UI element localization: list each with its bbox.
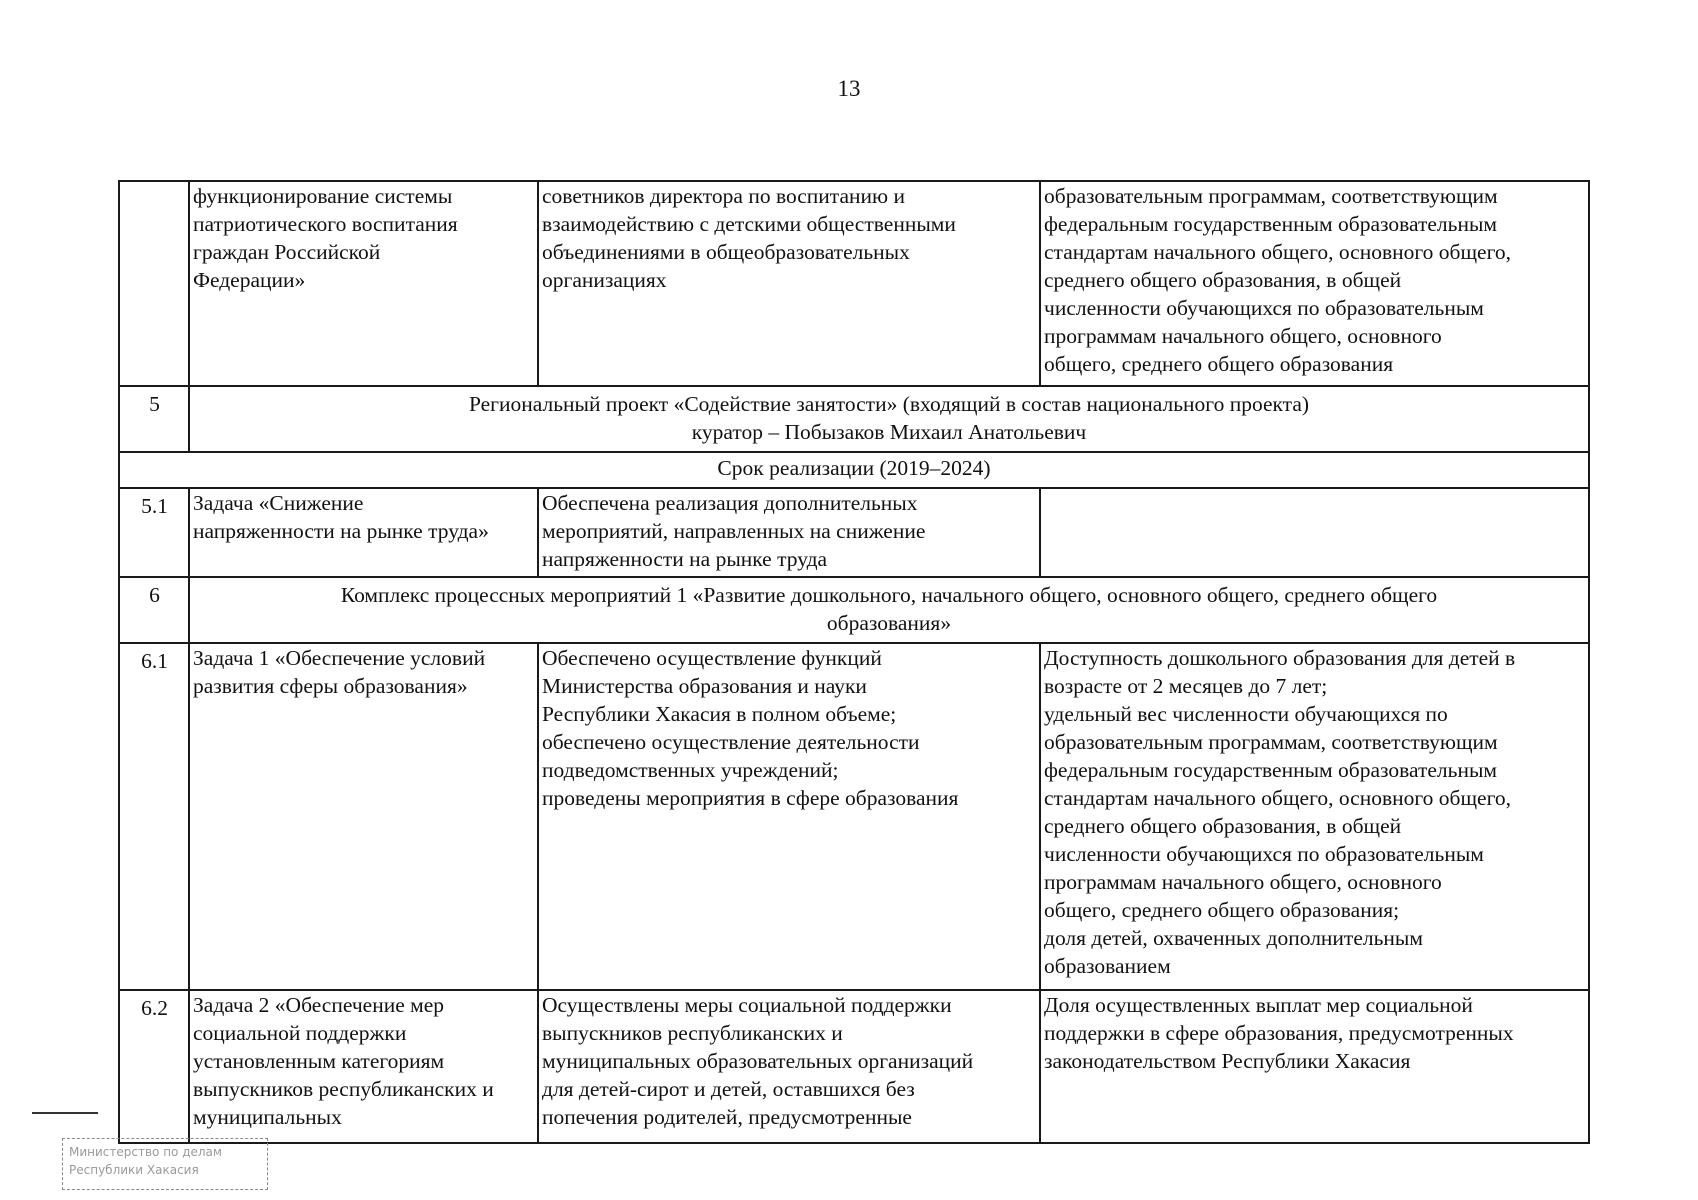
- text-line: развития сферы образования»: [193, 674, 468, 698]
- row-number: [119, 181, 189, 386]
- row-number: 6.2: [119, 990, 189, 1143]
- table-row-6-1: [119, 643, 1589, 990]
- task-cell: [189, 990, 538, 1143]
- text-line: численности обучающихся по образовательным: [1044, 296, 1484, 320]
- text-line: для детей-сирот и детей, оставшихся без: [542, 1077, 915, 1101]
- section-header-process-complex: [189, 577, 1589, 643]
- result-cell: [538, 488, 1040, 577]
- result-cell: [538, 181, 1040, 386]
- text-line: стандартам начального общего, основного общего,: [1044, 786, 1511, 810]
- text-line: среднего общего образования, в общей: [1044, 814, 1402, 838]
- table-row-6: [119, 577, 1589, 643]
- text-line: общего, среднего общего образования;: [1044, 898, 1400, 922]
- task-cell: [189, 488, 538, 577]
- text-line: Доступность дошкольного образования для детей в: [1044, 646, 1516, 670]
- text-line: граждан Российской: [193, 240, 381, 264]
- text-line: Обеспечено осуществление функций: [542, 646, 882, 670]
- indicator-cell: [1040, 990, 1589, 1143]
- text-line: Министерства образования и науки: [542, 674, 867, 698]
- activities-table: [118, 180, 1590, 1144]
- text-line: Региональный проект «Содействие занятости» (входящий в состав национального проекта): [468, 392, 1310, 416]
- text-line: функционирование системы: [193, 184, 453, 208]
- text-line: выпускников республиканских и: [193, 1077, 494, 1101]
- text-line: Республики Хакасия: [69, 1163, 199, 1177]
- table-row-continued: [119, 181, 1589, 386]
- text-line: Задача 1 «Обеспечение условий: [193, 646, 486, 670]
- text-line: удельный вес численности обучающихся по: [1044, 702, 1448, 726]
- text-line: советников директора по воспитанию и: [542, 184, 905, 208]
- text-line: Республики Хакасия в полном объеме;: [542, 702, 897, 726]
- text-line: подведомственных учреждений;: [542, 758, 839, 782]
- section-header-regional-project: [189, 386, 1589, 452]
- text-line: Задача 2 «Обеспечение мер: [193, 993, 445, 1017]
- table-row-5: [119, 386, 1589, 452]
- result-cell: [538, 643, 1040, 990]
- text-line: поддержки в сфере образования, предусмотренных: [1044, 1021, 1514, 1045]
- text-line: установленным категориям: [193, 1049, 445, 1073]
- text-line: программам начального общего, основного: [1044, 324, 1442, 348]
- text-line: попечения родителей, предусмотренные: [542, 1105, 912, 1129]
- implementation-term: Срок реализации (2019–2024): [119, 452, 1589, 488]
- text-line: взаимодействию с детскими общественными: [542, 212, 956, 236]
- text-line: образования»: [826, 611, 952, 635]
- text-line: законодательством Республики Хакасия: [1044, 1049, 1411, 1073]
- table-row-term: [119, 452, 1589, 488]
- text-line: федеральным государственным образовательным: [1044, 758, 1498, 782]
- row-number: 5: [119, 386, 189, 452]
- indicator-cell: [1040, 181, 1589, 386]
- text-line: образовательным программам, соответствующим: [1044, 730, 1498, 754]
- text-line: объединениями в общеобразовательных: [542, 240, 910, 264]
- text-line: численности обучающихся по образовательным: [1044, 842, 1484, 866]
- text-line: обеспечено осуществление деятельности: [542, 730, 920, 754]
- text-line: Обеспечена реализация дополнительных: [542, 491, 918, 515]
- text-line: муниципальных: [193, 1105, 342, 1129]
- task-cell: [189, 181, 538, 386]
- text-line: напряженности на рынке труда»: [193, 519, 489, 543]
- row-number: 5.1: [119, 488, 189, 577]
- text-line: напряженности на рынке труда: [542, 547, 828, 571]
- text-line: федеральным государственным образовательным: [1044, 212, 1498, 236]
- text-line: Комплекс процессных мероприятий 1 «Развитие дошкольного, начального общего, основного общего, среднего общего: [340, 583, 1438, 607]
- text-line: организациях: [542, 268, 667, 292]
- text-line: стандартам начального общего, основного общего,: [1044, 240, 1511, 264]
- text-line: доля детей, охваченных дополнительным: [1044, 926, 1423, 950]
- text-line: патриотического воспитания: [193, 212, 458, 236]
- text-line: муниципальных образовательных организаций: [542, 1049, 974, 1073]
- task-cell: [189, 643, 538, 990]
- text-line: образовательным программам, соответствующим: [1044, 184, 1498, 208]
- table-row-5-1: [119, 488, 1589, 577]
- indicator-cell: [1040, 488, 1589, 577]
- page-number: 13: [837, 76, 861, 101]
- text-line: Задача «Снижение: [193, 491, 364, 515]
- text-line: возрасте от 2 месяцев до 7 лет;: [1044, 674, 1328, 698]
- text-line: выпускников республиканских и: [542, 1021, 843, 1045]
- text-line: социальной поддержки: [193, 1021, 407, 1045]
- text-line: проведены мероприятия в сфере образования: [542, 786, 959, 810]
- text-line: среднего общего образования, в общей: [1044, 268, 1402, 292]
- text-line: Осуществлены меры социальной поддержки: [542, 993, 952, 1017]
- text-line: куратор – Побызаков Михаил Анатольевич: [691, 420, 1087, 444]
- indicator-cell: [1040, 643, 1589, 990]
- text-line: программам начального общего, основного: [1044, 870, 1442, 894]
- row-number: 6.1: [119, 643, 189, 990]
- text-line: Доля осуществленных выплат мер социальной: [1044, 993, 1473, 1017]
- text-line: образованием: [1044, 954, 1171, 978]
- margin-rule: [32, 1112, 98, 1114]
- text-line: Министерство по делам: [69, 1145, 222, 1159]
- text-line: общего, среднего общего образования: [1044, 352, 1394, 376]
- table-row-6-2: [119, 990, 1589, 1143]
- result-cell: [538, 990, 1040, 1143]
- text-line: Федерации»: [193, 268, 306, 292]
- row-number: 6: [119, 577, 189, 643]
- text-line: мероприятий, направленных на снижение: [542, 519, 926, 543]
- ministry-stamp: [62, 1138, 268, 1190]
